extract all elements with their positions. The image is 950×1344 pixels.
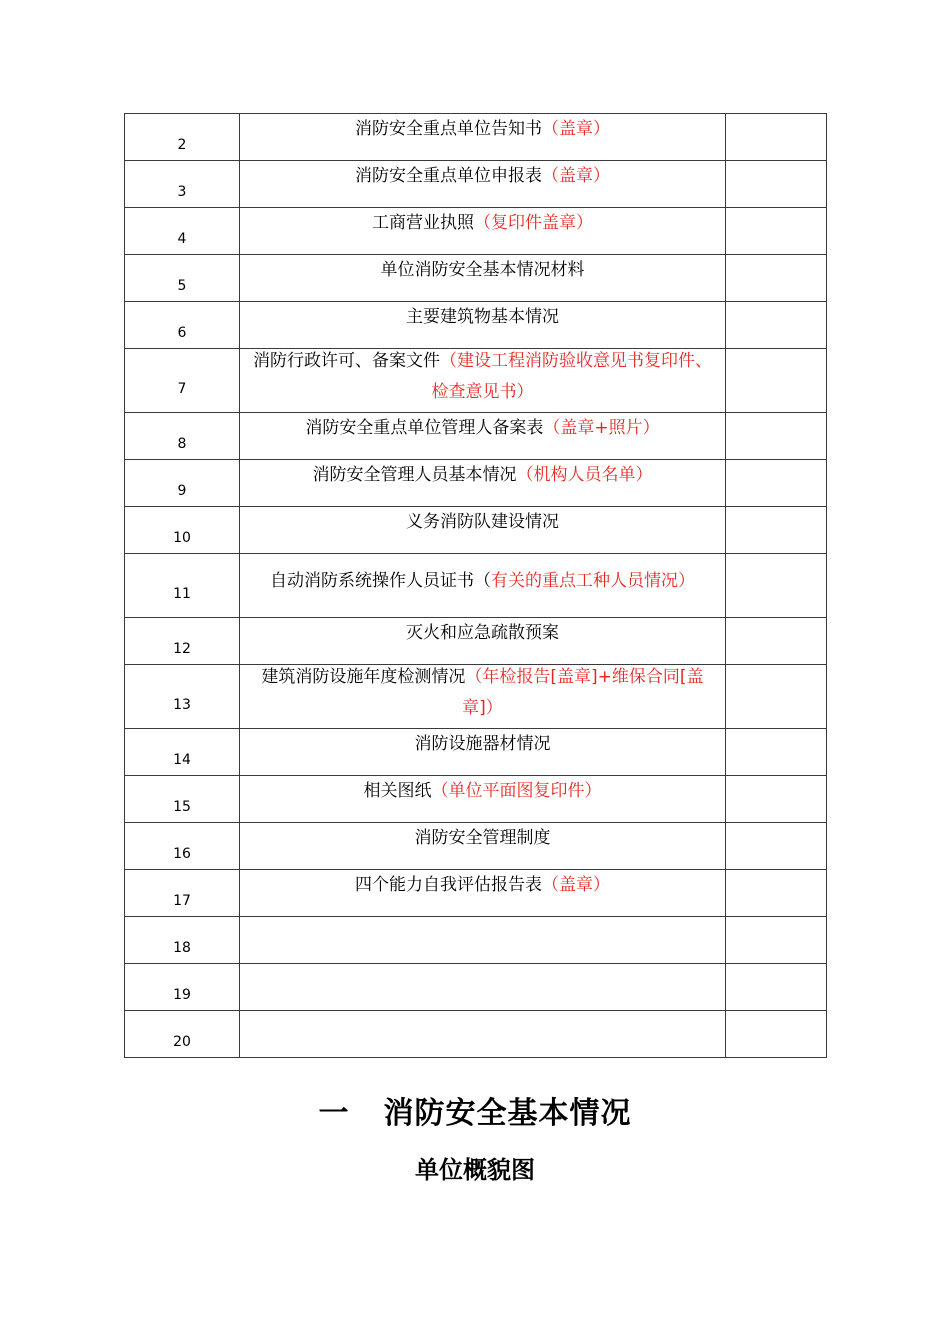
row-item: 相关图纸（单位平面图复印件） xyxy=(240,776,726,823)
row-item: 自动消防系统操作人员证书（有关的重点工种人员情况） xyxy=(240,554,726,618)
row-item xyxy=(240,1011,726,1058)
row-remark xyxy=(726,964,827,1011)
row-item: 消防行政许可、备案文件（建设工程消防验收意见书复印件、检查意见书） xyxy=(240,349,726,413)
row-item: 四个能力自我评估报告表（盖章） xyxy=(240,870,726,917)
section-title: 消防安全基本情况 xyxy=(383,1096,632,1131)
row-number: 9 xyxy=(125,460,240,507)
row-number: 3 xyxy=(125,161,240,208)
table-row xyxy=(125,964,827,1011)
row-number: 5 xyxy=(125,255,240,302)
row-item: 主要建筑物基本情况 xyxy=(240,302,726,349)
row-remark xyxy=(726,413,827,460)
table-row xyxy=(125,413,827,460)
table-row xyxy=(125,460,827,507)
row-item xyxy=(240,917,726,964)
row-item xyxy=(240,964,726,1011)
row-remark xyxy=(726,302,827,349)
row-number: 8 xyxy=(125,413,240,460)
table-row xyxy=(125,208,827,255)
table-row xyxy=(125,917,827,964)
row-item: 消防安全重点单位管理人备案表（盖章+照片） xyxy=(240,413,726,460)
row-remark xyxy=(726,507,827,554)
section-number: 一 xyxy=(318,1096,350,1131)
row-number: 15 xyxy=(125,776,240,823)
table-row xyxy=(125,349,827,413)
row-number: 12 xyxy=(125,618,240,665)
table-row xyxy=(125,665,827,729)
row-number: 10 xyxy=(125,507,240,554)
row-item: 消防设施器材情况 xyxy=(240,729,726,776)
row-number: 7 xyxy=(125,349,240,413)
row-remark xyxy=(726,665,827,729)
row-item: 义务消防队建设情况 xyxy=(240,507,726,554)
row-remark xyxy=(726,349,827,413)
table-row xyxy=(125,1011,827,1058)
table-row xyxy=(125,823,827,870)
row-number: 11 xyxy=(125,554,240,618)
row-number: 17 xyxy=(125,870,240,917)
row-number: 20 xyxy=(125,1011,240,1058)
table-row xyxy=(125,302,827,349)
row-remark xyxy=(726,917,827,964)
table-row xyxy=(125,776,827,823)
row-number: 14 xyxy=(125,729,240,776)
row-remark xyxy=(726,729,827,776)
row-remark xyxy=(726,255,827,302)
row-number: 2 xyxy=(125,114,240,161)
row-item: 消防安全重点单位申报表（盖章） xyxy=(240,161,726,208)
row-number: 19 xyxy=(125,964,240,1011)
table-row xyxy=(125,114,827,161)
table-row xyxy=(125,507,827,554)
row-item: 建筑消防设施年度检测情况（年检报告[盖章]+维保合同[盖章]） xyxy=(240,665,726,729)
table-row xyxy=(125,554,827,618)
row-remark xyxy=(726,776,827,823)
table-row xyxy=(125,161,827,208)
row-remark xyxy=(726,460,827,507)
section-subtitle: 单位概貌图 xyxy=(415,1156,535,1184)
row-item: 灭火和应急疏散预案 xyxy=(240,618,726,665)
row-remark xyxy=(726,114,827,161)
row-remark xyxy=(726,618,827,665)
row-item: 消防安全管理人员基本情况（机构人员名单） xyxy=(240,460,726,507)
table-row xyxy=(125,729,827,776)
row-remark xyxy=(726,1011,827,1058)
row-number: 16 xyxy=(125,823,240,870)
row-item: 消防安全管理制度 xyxy=(240,823,726,870)
row-number: 6 xyxy=(125,302,240,349)
row-number: 18 xyxy=(125,917,240,964)
row-remark xyxy=(726,870,827,917)
row-number: 4 xyxy=(125,208,240,255)
row-number: 13 xyxy=(125,665,240,729)
row-remark xyxy=(726,208,827,255)
row-remark xyxy=(726,823,827,870)
row-remark xyxy=(726,554,827,618)
table-row xyxy=(125,255,827,302)
row-remark xyxy=(726,161,827,208)
section-heading xyxy=(0,1088,950,1132)
row-item: 消防安全重点单位告知书（盖章） xyxy=(240,114,726,161)
row-item: 工商营业执照（复印件盖章） xyxy=(240,208,726,255)
document-table xyxy=(124,113,827,1058)
table-row xyxy=(125,870,827,917)
table-row xyxy=(125,618,827,665)
row-item: 单位消防安全基本情况材料 xyxy=(240,255,726,302)
